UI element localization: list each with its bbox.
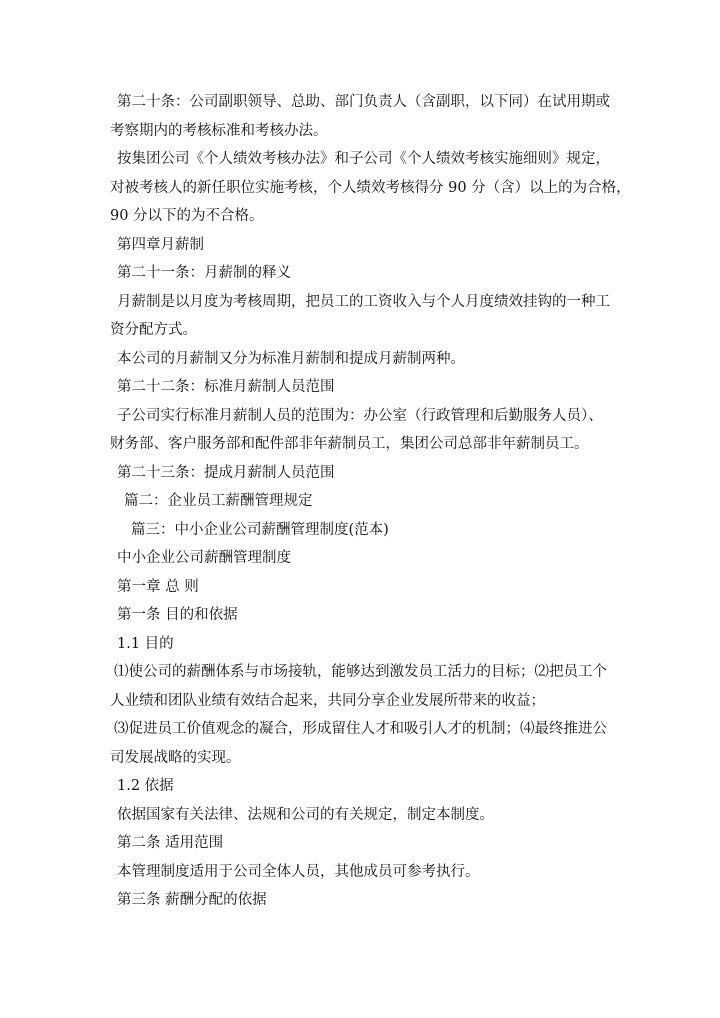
article-22-heading: 第二十二条：标准月薪制人员范围	[117, 379, 335, 395]
paragraph-line: ⑴使公司的薪酬体系与市场接轨，能够达到激发员工活力的目标；⑵把员工个	[114, 664, 607, 680]
section-part-2-heading: 篇二：企业员工薪酬管理规定	[124, 493, 313, 509]
article-21-heading: 第二十一条：月薪制的释义	[117, 265, 291, 281]
article-23-heading: 第二十三条：提成月薪制人员范围	[117, 465, 335, 481]
paragraph-line: 人业绩和团队业绩有效结合起来，共同分享企业发展所带来的收益；	[110, 693, 545, 709]
subsection-1-1-heading: 1.1 目的	[117, 636, 174, 652]
article-20-heading-line: 第二十条：公司副职领导、总助、部门负责人（含副职，以下同）在试用期或	[117, 94, 610, 110]
paragraph-line: 依据国家有关法律、法规和公司的有关规定，制定本制度。	[117, 807, 494, 823]
article-2-heading: 第二条 适用范围	[117, 835, 224, 851]
article-3-heading: 第三条 薪酬分配的依据	[117, 892, 267, 908]
paragraph-line: ⑶促进员工价值观念的凝合，形成留住人才和吸引人才的机制；⑷最终推进公	[114, 721, 607, 737]
paragraph-line: 司发展战略的实现。	[110, 750, 241, 766]
paragraph-line: 子公司实行标准月薪制人员的范围为：办公室（行政管理和后勤服务人员）、	[117, 408, 603, 424]
paragraph-line: 对被考核人的新任职位实施考核，个人绩效考核得分 90 分（含）以上的为合格，	[110, 180, 631, 196]
subsection-1-2-heading: 1.2 依据	[117, 778, 174, 794]
paragraph-line: 本管理制度适用于公司全体人员，其他成员可参考执行。	[117, 864, 480, 880]
paragraph-line: 资分配方式。	[110, 322, 197, 338]
paragraph-line: 按集团公司《个人绩效考核办法》和子公司《个人绩效考核实施细则》规定，	[117, 151, 610, 167]
document-title: 中小企业公司薪酬管理制度	[117, 550, 291, 566]
chapter-1-heading: 第一章 总 则	[117, 579, 199, 595]
paragraph-line: 财务部、客户服务部和配件部非年薪制员工，集团公司总部非年薪制员工。	[110, 436, 589, 452]
paragraph-line: 考察期内的考核标准和考核办法。	[110, 123, 328, 139]
paragraph-line: 本公司的月薪制又分为标准月薪制和提成月薪制两种。	[117, 351, 465, 367]
paragraph-line: 月薪制是以月度为考核周期，把员工的工资收入与个人月度绩效挂钩的一种工	[117, 294, 610, 310]
section-part-3-heading: 篇三：中小企业公司薪酬管理制度(范本)	[131, 522, 389, 538]
chapter-4-heading: 第四章月薪制	[117, 237, 204, 253]
article-1-heading: 第一条 目的和依据	[117, 607, 238, 623]
paragraph-line: 90 分以下的为不合格。	[110, 208, 264, 224]
